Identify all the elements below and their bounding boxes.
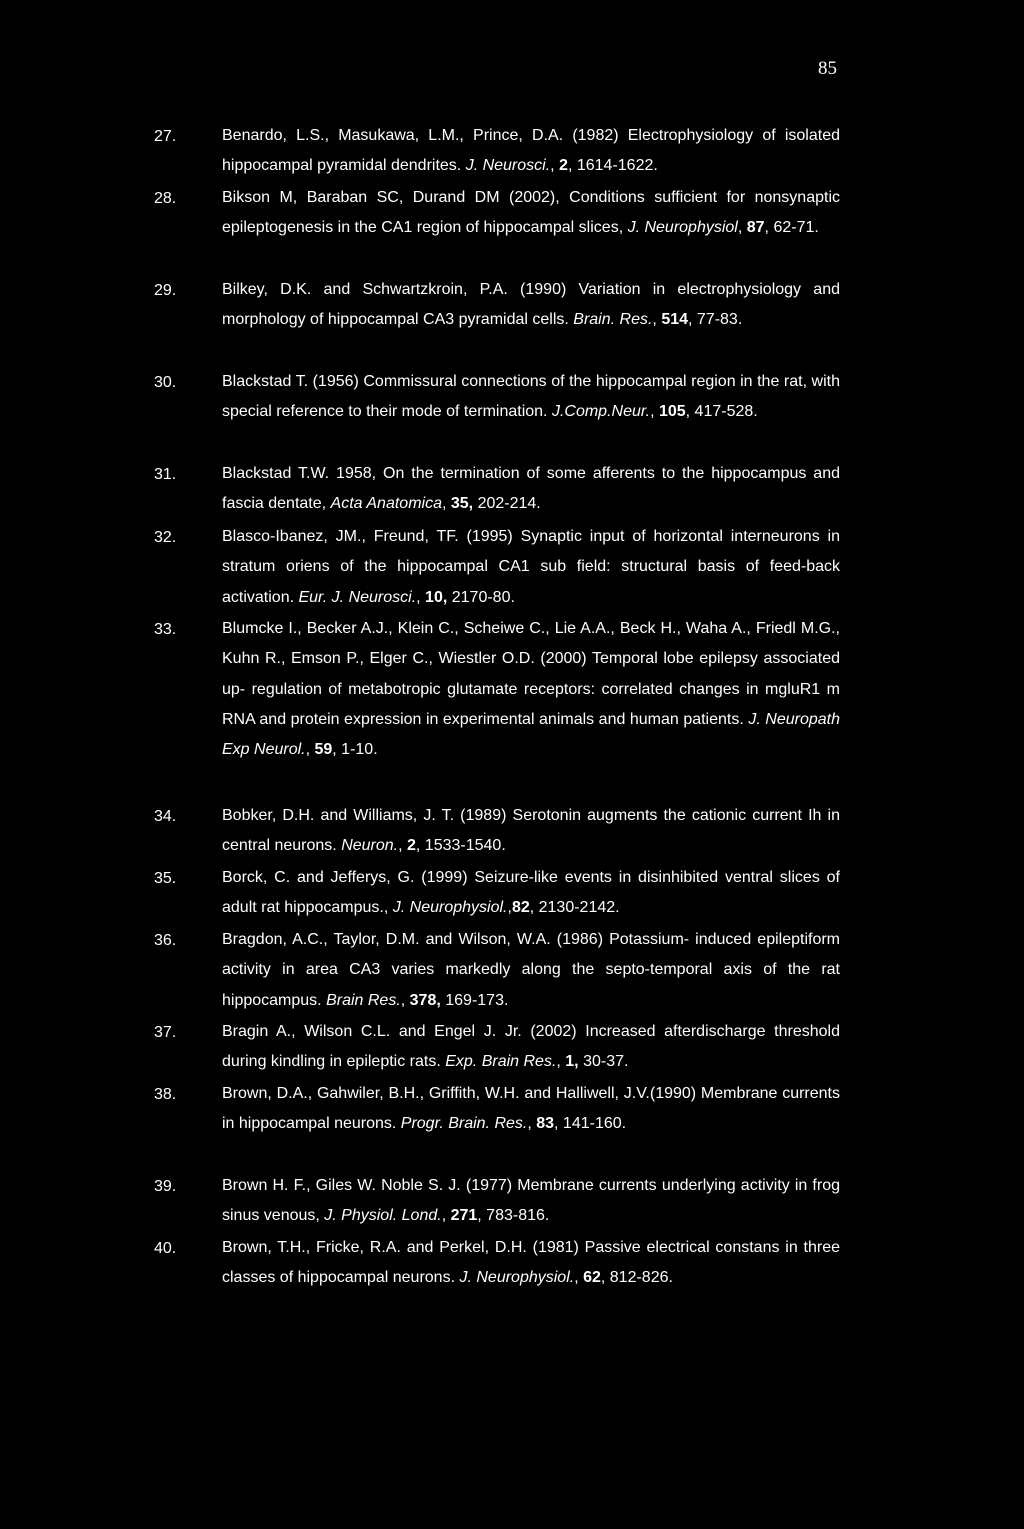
reference-segment-bold: 59: [314, 741, 333, 759]
reference-segment-normal: ,: [507, 899, 512, 917]
page-number: 85: [818, 58, 837, 79]
reference-segment-normal: 169-173.: [440, 991, 509, 1009]
reference-segment-normal: , 1533-1540.: [415, 837, 506, 855]
reference-segment-normal: Bikson M, Baraban SC, Durand DM (2002), Conditions sufficient for nonsynaptic epileptogenesis in the CA1 region of hippocampal slices,: [222, 189, 845, 237]
reference-segment-italic: Brain Res.: [326, 991, 401, 1009]
reference-segment-normal: ,: [550, 157, 560, 175]
reference-segment-bold: 82: [511, 899, 530, 917]
reference-segment-normal: ,: [652, 311, 662, 329]
reference-text: [222, 1079, 845, 1140]
reference-text: [222, 801, 845, 862]
reference-segment-normal: 30-37.: [578, 1053, 629, 1071]
reference-number: 39.: [154, 1178, 177, 1195]
reference-text: [222, 1233, 845, 1294]
reference-segment-normal: , 812-826.: [600, 1269, 673, 1287]
reference-text: [222, 121, 845, 182]
reference-segment-italic: Brain. Res.: [573, 311, 653, 329]
reference-segment-bold: 514: [661, 311, 689, 329]
reference-segment-normal: Brown, D.A., Gahwiler, B.H., Griffith, W.H. and Halliwell, J.V.(1990) Membrane currents in hippocampal neurons.: [222, 1085, 845, 1133]
reference-segment-normal: Blackstad T.W. 1958, On the termination of some afferents to the hippocampus and fascia dentate,: [222, 465, 845, 513]
reference-segment-bold: 105: [658, 403, 686, 421]
reference-segment-italic: J. Neuropath Exp Neurol.: [222, 710, 845, 759]
reference-segment-bold: 271: [450, 1207, 478, 1225]
reference-number: 35.: [154, 870, 177, 887]
reference-segment-normal: ,: [441, 1207, 451, 1225]
reference-text: [222, 614, 845, 765]
reference-segment-italic: Eur. J. Neurosci.: [298, 588, 417, 606]
reference-segment-normal: Brown H. F., Giles W. Noble S. J. (1977) Membrane currents underlying activity in frog sinus venous,: [222, 1177, 845, 1225]
reference-text: [222, 522, 845, 613]
reference-segment-bold: 87: [746, 219, 765, 237]
reference-segment-normal: Blumcke I., Becker A.J., Klein C., Scheiwe C., Lie A.A., Beck H., Waha A., Friedl M.G., Kuhn R., Emson P., Elger C., Wiestler O.D. (2000) Temporal lobe epilepsy associated up- regulation of metabotropic glutamate receptors: correlated changes in mgluR1 m RNA and protein expression in experimental animals and human patients.: [222, 620, 845, 728]
reference-number: 30.: [154, 374, 177, 391]
reference-number: 38.: [154, 1086, 177, 1103]
reference-segment-normal: Benardo, L.S., Masukawa, L.M., Prince, D.A. (1982) Electrophysiology of isolated hippocampal pyramidal dendrites.: [222, 127, 845, 175]
reference-segment-bold: 378,: [409, 991, 441, 1009]
reference-segment-normal: , 1-10.: [332, 741, 378, 759]
reference-segment-bold: 2: [407, 837, 416, 855]
reference-segment-italic: J. Neurophysiol.: [459, 1269, 575, 1287]
reference-segment-normal: ,: [556, 1053, 566, 1071]
reference-segment-normal: ,: [574, 1269, 584, 1287]
reference-segment-normal: Borck, C. and Jefferys, G. (1999) Seizure-like events in disinhibited ventral slices of adult rat hippocampus.,: [222, 869, 845, 917]
reference-segment-normal: ,: [398, 837, 407, 855]
reference-segment-italic: Exp. Brain Res.: [445, 1053, 557, 1071]
reference-segment-normal: Brown, T.H., Fricke, R.A. and Perkel, D.H. (1981) Passive electrical constans in three classes of hippocampal neurons.: [222, 1239, 845, 1287]
reference-text: [222, 1017, 845, 1078]
reference-segment-normal: , 77-83.: [688, 311, 743, 329]
reference-number: 28.: [154, 190, 177, 207]
reference-segment-normal: , 417-528.: [685, 403, 758, 421]
reference-segment-normal: 2170-80.: [447, 588, 515, 606]
reference-segment-normal: ,: [737, 219, 747, 237]
reference-segment-normal: Blackstad T. (1956) Commissural connections of the hippocampal region in the rat, with special reference to their mode of termination.: [222, 373, 845, 421]
reference-text: [222, 925, 845, 1016]
reference-segment-normal: , 62-71.: [764, 219, 819, 237]
reference-segment-bold: 62: [583, 1269, 601, 1287]
reference-segment-bold: 83: [536, 1115, 555, 1133]
reference-number: 37.: [154, 1024, 177, 1041]
reference-text: [222, 1171, 845, 1232]
reference-text: [222, 863, 845, 924]
reference-segment-normal: ,: [400, 991, 410, 1009]
reference-number: 32.: [154, 529, 177, 546]
reference-segment-normal: Blasco-Ibanez, JM., Freund, TF. (1995) Synaptic input of horizontal interneurons in stratum oriens of the hippocampal CA1 sub field: structural basis of feed-back activation.: [222, 528, 845, 606]
reference-segment-normal: 202-214.: [473, 495, 541, 513]
reference-segment-bold: 2: [559, 157, 568, 175]
reference-segment-normal: , 1614-1622.: [567, 157, 658, 175]
reference-segment-bold: 1,: [565, 1053, 579, 1071]
reference-segment-normal: , 783-816.: [477, 1207, 550, 1225]
reference-segment-italic: J. Physiol. Lond.: [324, 1207, 442, 1225]
reference-text: [222, 183, 845, 244]
reference-text: [222, 459, 845, 520]
reference-segment-bold: 35,: [450, 495, 474, 513]
reference-segment-normal: ,: [527, 1115, 537, 1133]
reference-number: 33.: [154, 621, 177, 638]
reference-segment-italic: J. Neurosci.: [465, 157, 551, 175]
reference-segment-italic: Neuron.: [341, 837, 399, 855]
reference-segment-normal: Bobker, D.H. and Williams, J. T. (1989) Serotonin augments the cationic current Ih in central neurons.: [222, 807, 845, 855]
reference-number: 36.: [154, 932, 177, 949]
reference-number: 40.: [154, 1240, 177, 1257]
reference-segment-normal: , 141-160.: [554, 1115, 627, 1133]
reference-segment-italic: Progr. Brain. Res.: [400, 1115, 528, 1133]
reference-number: 31.: [154, 466, 177, 483]
reference-segment-normal: ,: [650, 403, 659, 421]
reference-segment-italic: J. Neurophysiol.: [392, 899, 508, 917]
reference-segment-normal: Bilkey, D.K. and Schwartzkroin, P.A. (1990) Variation in electrophysiology and morphology of hippocampal CA3 pyramidal cells.: [222, 281, 845, 329]
reference-segment-normal: , 2130-2142.: [529, 899, 620, 917]
reference-segment-normal: ,: [416, 588, 426, 606]
reference-number: 34.: [154, 808, 177, 825]
reference-segment-normal: ,: [305, 741, 315, 759]
reference-segment-italic: J.Comp.Neur.: [551, 403, 651, 421]
reference-segment-bold: 10,: [425, 588, 448, 606]
reference-segment-normal: Bragin A., Wilson C.L. and Engel J. Jr. (2002) Increased afterdischarge threshold during kindling in epileptic rats.: [222, 1023, 845, 1071]
reference-segment-italic: J. Neurophysiol: [627, 219, 738, 237]
reference-text: [222, 275, 845, 336]
reference-segment-italic: Acta Anatomica: [330, 495, 442, 513]
reference-text: [222, 367, 845, 428]
reference-segment-normal: ,: [441, 495, 451, 513]
reference-segment-normal: Bragdon, A.C., Taylor, D.M. and Wilson, W.A. (1986) Potassium- induced epileptiform activity in area CA3 varies markedly along the septo-temporal axis of the rat hippocampus.: [222, 931, 845, 1009]
reference-number: 29.: [154, 282, 177, 299]
reference-number: 27.: [154, 128, 177, 145]
